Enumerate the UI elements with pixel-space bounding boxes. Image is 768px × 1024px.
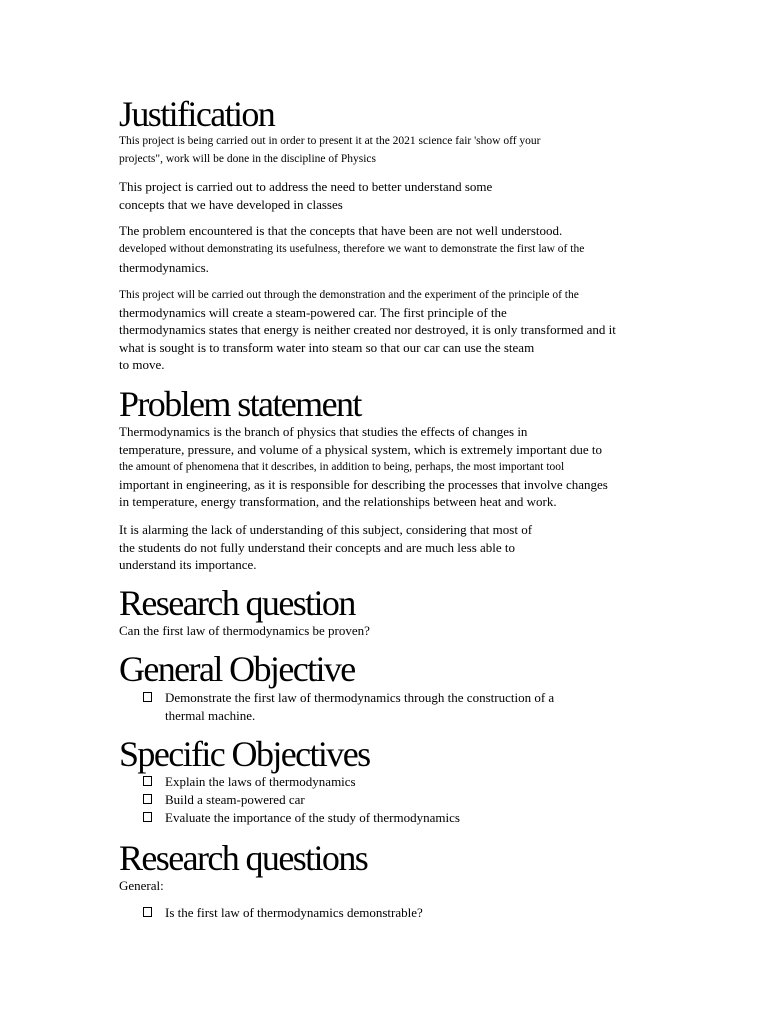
bullet-box-icon [143, 812, 152, 822]
heading-specific-objectives: Specific Objectives [119, 734, 370, 774]
paragraph-line: temperature, pressure, and volume of a physical system, which is extremely important due to [119, 442, 603, 457]
paragraph-line: General: [119, 878, 164, 893]
heading-research-question: Research question [119, 583, 355, 623]
paragraph-line: This project is being carried out in order to present it at the 2021 science fair 'show off your [119, 135, 541, 147]
bullet-box-icon [143, 794, 152, 804]
bullet-box-icon [143, 776, 152, 786]
paragraph-line: thermodynamics. [119, 260, 209, 275]
list-item: Demonstrate the first law of thermodynamics through the construction of a [165, 690, 555, 705]
paragraph-line: This project is carried out to address the need to better understand some [119, 179, 493, 194]
paragraph-line: It is alarming the lack of understanding of this subject, considering that most of [119, 522, 533, 537]
bullet-box-icon [143, 907, 152, 917]
paragraph-line: This project will be carried out through the demonstration and the experiment of the principle of the [119, 289, 579, 301]
paragraph-line: projects", work will be done in the discipline of Physics [119, 153, 377, 165]
list-item: Is the first law of thermodynamics demonstrable? [165, 905, 423, 920]
heading-research-questions: Research questions [119, 838, 368, 878]
list-item-continuation: thermal machine. [165, 708, 256, 723]
list-item: Evaluate the importance of the study of thermodynamics [165, 810, 460, 825]
bullet-box-icon [143, 692, 152, 702]
paragraph-line: thermodynamics states that energy is neither created nor destroyed, it is only transformed and it [119, 322, 616, 337]
heading-justification: Justification [119, 94, 275, 134]
paragraph-line: in temperature, energy transformation, and the relationships between heat and work. [119, 494, 557, 509]
list-item: Explain the laws of thermodynamics [165, 774, 356, 789]
paragraph-line: what is sought is to transform water into steam so that our car can use the steam [119, 340, 535, 355]
paragraph-line: thermodynamics will create a steam-powered car. The first principle of the [119, 305, 507, 320]
paragraph-line: concepts that we have developed in classes [119, 197, 343, 212]
heading-problem-statement: Problem statement [119, 384, 361, 424]
heading-general-objective: General Objective [119, 649, 355, 689]
paragraph-line: The problem encountered is that the concepts that have been are not well understood. [119, 223, 563, 238]
paragraph-line: developed without demonstrating its usefulness, therefore we want to demonstrate the first law of the [119, 243, 585, 255]
paragraph-line: important in engineering, as it is responsible for describing the processes that involve changes [119, 477, 608, 492]
paragraph-line: understand its importance. [119, 557, 257, 572]
paragraph-line: to move. [119, 357, 165, 372]
paragraph-line: the students do not fully understand their concepts and are much less able to [119, 540, 516, 555]
paragraph-line: Thermodynamics is the branch of physics that studies the effects of changes in [119, 424, 528, 439]
list-item: Build a steam-powered car [165, 792, 305, 807]
paragraph-line: the amount of phenomena that it describes, in addition to being, perhaps, the most important tool [119, 461, 565, 473]
paragraph-line: Can the first law of thermodynamics be proven? [119, 623, 370, 638]
